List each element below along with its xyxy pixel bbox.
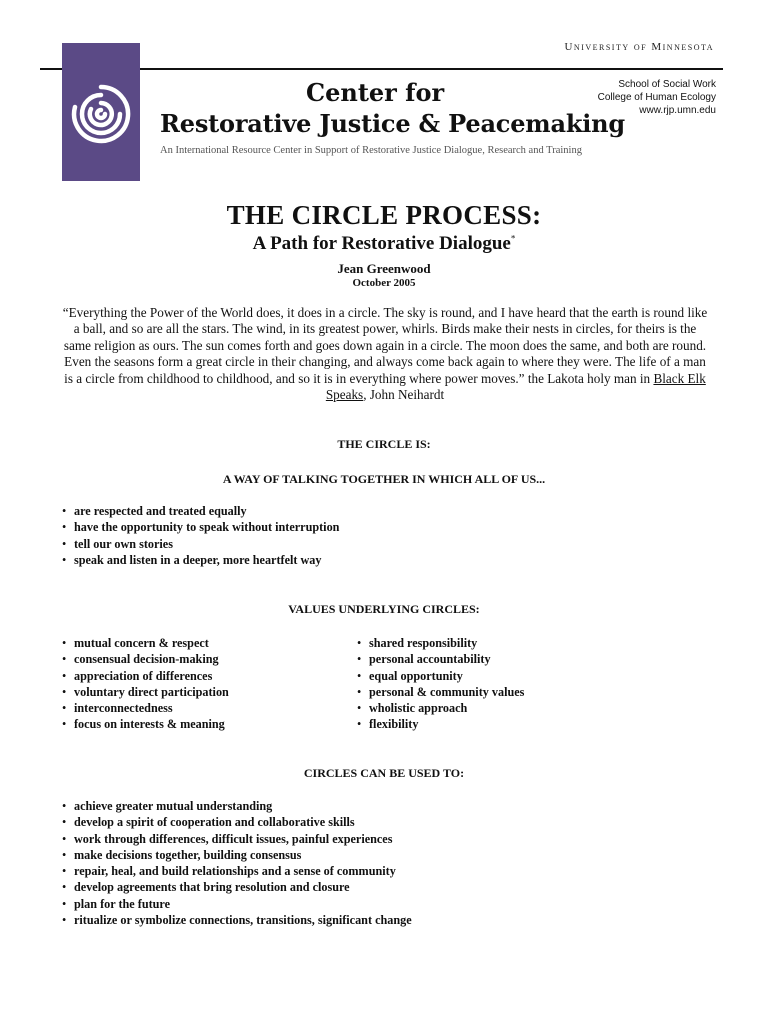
list-item: • interconnectedness (62, 700, 229, 716)
quote-text: “Everything the Power of the World does, it does in a circle. The sky is round, and I have heard that the earth is round like a ball, and so are all the stars. The wind, in its greatest power, whirls. Birds make their nests in circles, for theirs is the same religion as ours. The sun comes forth and goes down again in a circle. The moon does the same, and both are round. Even the seasons form a great circle in their changing, and always come back again to where they were. The life of a man is a circle from childhood to childhood, and so it is in everything where power moves.” the Lakota holy man in (62, 305, 708, 386)
list-item: • are respected and treated equally (62, 503, 339, 519)
list-item: • wholistic approach (357, 700, 524, 716)
section-heading-values: VALUES UNDERLYING CIRCLES: (288, 602, 480, 616)
document-title: THE CIRCLE PROCESS: (226, 200, 542, 230)
center-logo (62, 43, 140, 181)
department-block (598, 78, 716, 117)
list-item: • make decisions together, building consensus (62, 847, 412, 863)
university-name: University of Minnesota (564, 41, 714, 53)
quote-attribution: , John Neihardt (363, 387, 445, 403)
subtitle-text: A Path for Restorative Dialogue (252, 233, 511, 254)
list-item: • personal accountability (357, 651, 524, 667)
values-list-right (357, 635, 524, 733)
opening-quote (62, 305, 708, 403)
uses-list (62, 798, 412, 928)
list-item: • develop agreements that bring resolution and closure (62, 879, 412, 895)
document-subtitle (0, 233, 768, 255)
list-item: • develop a spirit of cooperation and collaborative skills (62, 814, 412, 830)
center-name-line2: Restorative Justice & Peacemaking (160, 109, 625, 138)
list-item: • ritualize or symbolize connections, transitions, significant change (62, 912, 412, 928)
list-item: • consensual decision-making (62, 651, 229, 667)
list-item: • flexibility (357, 716, 524, 732)
header-rule (40, 68, 723, 70)
quote-book-title: Black Elk Speaks (325, 370, 706, 403)
list-item: • have the opportunity to speak without interruption (62, 519, 339, 535)
section-subheading-talking: A WAY OF TALKING TOGETHER IN WHICH ALL OF US... (222, 472, 546, 486)
circle-is-list (62, 503, 339, 568)
values-list-left (62, 635, 229, 733)
list-item: • shared responsibility (357, 635, 524, 651)
list-item: • achieve greater mutual understanding (62, 798, 412, 814)
list-item: • appreciation of differences (62, 668, 229, 684)
list-item: • work through differences, difficult issues, painful experiences (62, 831, 412, 847)
list-item: • focus on interests & meaning (62, 716, 229, 732)
dept-college: College of Human Ecology (597, 92, 716, 103)
center-name-line1: Center for (306, 78, 445, 107)
section-heading-uses: CIRCLES CAN BE USED TO: (303, 766, 465, 780)
document-date: October 2005 (352, 277, 416, 289)
list-item: • equal opportunity (357, 668, 524, 684)
list-item: • speak and listen in a deeper, more heartfelt way (62, 552, 339, 568)
footnote-mark: * (510, 233, 516, 244)
list-item: • plan for the future (62, 896, 412, 912)
author-name: Jean Greenwood (337, 261, 431, 276)
center-tagline: An International Resource Center in Support of Restorative Justice Dialogue, Research and Training (160, 145, 582, 156)
list-item: • repair, heal, and build relationships and a sense of community (62, 863, 412, 879)
dept-school: School of Social Work (618, 79, 716, 90)
list-item: • voluntary direct participation (62, 684, 229, 700)
list-item: • tell our own stories (62, 536, 339, 552)
spiral-logo-icon (66, 79, 136, 149)
section-heading-circle-is: THE CIRCLE IS: (337, 437, 431, 451)
list-item: • personal & community values (357, 684, 524, 700)
dept-website: www.rjp.umn.edu (639, 105, 716, 116)
list-item: • mutual concern & respect (62, 635, 229, 651)
